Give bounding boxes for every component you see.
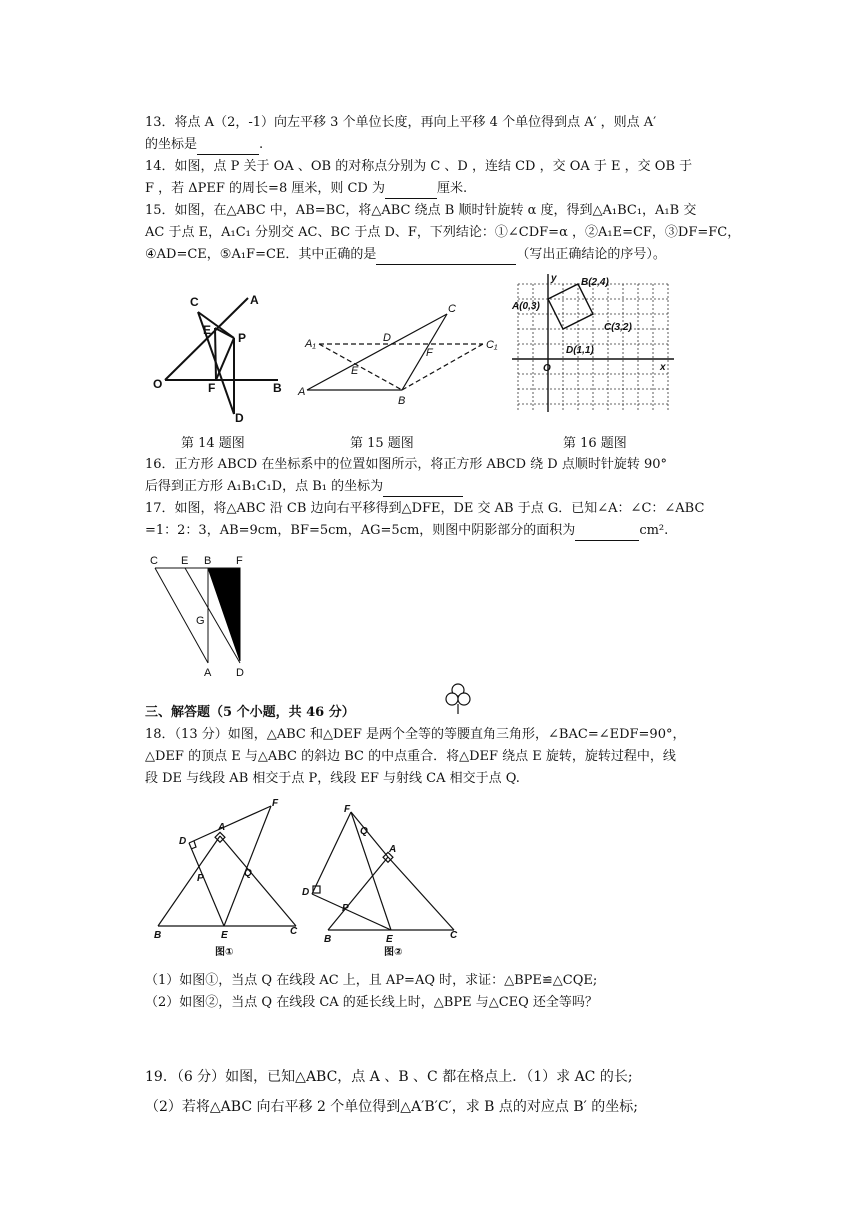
q19-line2: （2）若将△ABC 向右平移 2 个单位得到△A′B′C′，求 B 点的对应点 B′ 的坐标; — [145, 1099, 638, 1115]
q13-prefix: 的坐标是 — [145, 137, 198, 152]
q16-line1: 16．正方形 ABCD 在坐标系中的位置如图所示，将正方形 ABCD 绕 D 点顺时针旋转 90° — [145, 457, 668, 472]
fig16-label-c: C(3,2) — [604, 322, 632, 333]
q18-sub1: （1）如图①，当点 Q 在线段 AC 上，且 AP=AQ 时，求证：△BPE≌△CQE; — [145, 973, 598, 988]
fig14-label-e: E — [203, 323, 212, 337]
fig16-label-x: x — [660, 362, 666, 373]
fig17-label-c: C — [150, 555, 158, 567]
fig18a-label-p: P — [197, 873, 204, 884]
fig17-label-d: D — [236, 667, 244, 679]
fig18b-label-e: E — [386, 934, 393, 945]
q14-line1: 14．如图，点 P 关于 OA 、OB 的对称点分别为 C 、D ，连结 CD ，交 OA 于 E ，交 OB 于 — [145, 159, 693, 174]
q19-line1: 19．（6 分）如图，已知△ABC，点 A 、B 、C 都在格点上．（1）求 AC 的长; — [145, 1069, 633, 1085]
fig16-label-b: B(2,4) — [581, 277, 609, 288]
fig16-label-y: y — [551, 273, 557, 284]
fig15-label-d: D — [383, 332, 391, 344]
fig18a-label-q: Q — [244, 868, 252, 879]
caption-fig18a: 图① — [215, 947, 234, 958]
caption-fig18b: 图② — [384, 947, 403, 958]
fig14-label-o: O — [153, 377, 163, 391]
fig15-label-a: A — [298, 386, 306, 398]
section-3-heading: 三、解答题（5 个小题，共 46 分） — [145, 705, 355, 720]
q13-suffix: . — [259, 137, 264, 152]
q14-prefix: F ，若 ΔPEF 的周长=8 厘米，则 CD 为 — [145, 181, 385, 196]
fig18b-label-q: Q — [360, 826, 368, 837]
q16-line2 — [145, 477, 463, 497]
fig15-label-a1: A₁ — [305, 338, 316, 350]
q15-prefix: ④AD=CE，⑤A₁F=CE．其中正确的是 — [145, 247, 377, 262]
caption-fig15: 第 15 题图 — [350, 436, 414, 451]
fig17-label-g: G — [196, 615, 205, 627]
q16-prefix: 后得到正方形 A₁B₁C₁D，点 B₁ 的坐标为 — [145, 479, 384, 494]
fig15-label-c: C — [448, 303, 456, 315]
q15-line3 — [145, 245, 666, 265]
figure-18-1 — [148, 798, 308, 958]
q17-line1: 17．如图，将△ABC 沿 CB 边向右平移得到△DFE，DE 交 AB 于点 G．已知∠A：∠C：∠ABC — [145, 501, 705, 516]
fig18b-label-b: B — [324, 934, 332, 945]
fig17-label-a: A — [204, 667, 212, 679]
fig18b-label-p: P — [342, 903, 349, 914]
fig18a-label-a: A — [218, 822, 226, 833]
fig18a-label-f: F — [272, 798, 279, 809]
q16-answer-blank — [383, 482, 463, 497]
fig17-label-f: F — [236, 555, 243, 567]
caption-fig16: 第 16 题图 — [563, 436, 627, 451]
q15-line2: AC 于点 E，A₁C₁ 分别交 AC、BC 于点 D、F，下列结论：①∠CDF=α ，②A₁E=CF，③DF=FC， — [145, 225, 741, 240]
trefoil-icon — [445, 683, 471, 715]
fig18b-label-f: F — [344, 804, 351, 815]
q18-line1: 18．（13 分）如图，△ABC 和△DEF 是两个全等的等腰直角三角形，∠BAC=∠EDF=90°， — [145, 727, 686, 742]
figure-15 — [295, 298, 510, 413]
q18-line3: 段 DE 与线段 AB 相交于点 P，线段 EF 与射线 CA 相交于点 Q. — [145, 771, 520, 786]
fig16-label-a: A(0,3) — [512, 301, 540, 312]
q14-line2 — [145, 179, 467, 199]
fig17-label-b: B — [204, 555, 212, 567]
fig18a-label-d: D — [179, 836, 187, 847]
fig14-label-b: B — [273, 381, 282, 395]
fig14-label-c: C — [190, 295, 199, 309]
q13-line2 — [145, 135, 263, 155]
fig15-label-b: B — [398, 395, 406, 407]
fig18b-label-c: C — [450, 930, 458, 941]
figure-14 — [150, 290, 290, 425]
q18-sub2: （2）如图②，当点 Q 在线段 CA 的延长线上时，△BPE 与△CEQ 还全等吗？ — [145, 995, 598, 1010]
figure-16 — [508, 272, 678, 417]
q18-line2: △DEF 的顶点 E 与△ABC 的斜边 BC 的中点重合．将△DEF 绕点 E 旋转，旋转过程中，线 — [145, 749, 676, 764]
fig15-label-f: F — [426, 347, 433, 359]
fig17-label-e: E — [181, 555, 189, 567]
fig14-label-a: A — [250, 293, 259, 307]
fig18a-label-b: B — [154, 930, 162, 941]
fig16-label-o: O — [543, 363, 551, 374]
q17-suffix: cm². — [639, 523, 669, 538]
q13-line1: 13．将点 A（2，-1）向左平移 3 个单位长度，再向上平移 4 个单位得到点 A′ ，则点 A′ — [145, 115, 657, 130]
q14-answer-blank — [385, 184, 437, 199]
fig14-label-d: D — [235, 411, 244, 425]
fig18b-label-d: D — [302, 887, 310, 898]
q15-answer-blank — [376, 250, 516, 265]
figure-17 — [145, 553, 265, 683]
fig15-label-e: E — [351, 365, 359, 377]
fig18a-label-c: C — [290, 926, 298, 937]
fig14-label-p: P — [238, 331, 247, 345]
figure-18-2 — [296, 802, 476, 962]
q17-prefix: =1：2：3，AB=9cm，BF=5cm，AG=5cm，则图中阴影部分的面积为 — [145, 523, 576, 538]
fig18a-label-e: E — [221, 930, 228, 941]
q13-answer-blank — [197, 140, 259, 155]
q17-answer-blank — [575, 526, 639, 541]
fig18b-label-a: A — [389, 844, 397, 855]
fig16-label-d: D(1,1) — [566, 345, 594, 356]
fig15-label-c1: C₁ — [486, 339, 498, 351]
q14-suffix: 厘米. — [437, 181, 468, 196]
q15-line1: 15．如图，在△ABC 中，AB=BC，将△ABC 绕点 B 顺时针旋转 α 度，得到△A₁BC₁，A₁B 交 — [145, 203, 697, 218]
q15-suffix: （写出正确结论的序号）。 — [516, 247, 666, 262]
q17-line2 — [145, 521, 668, 541]
fig14-label-f: F — [208, 381, 216, 395]
caption-fig14: 第 14 题图 — [181, 436, 245, 451]
